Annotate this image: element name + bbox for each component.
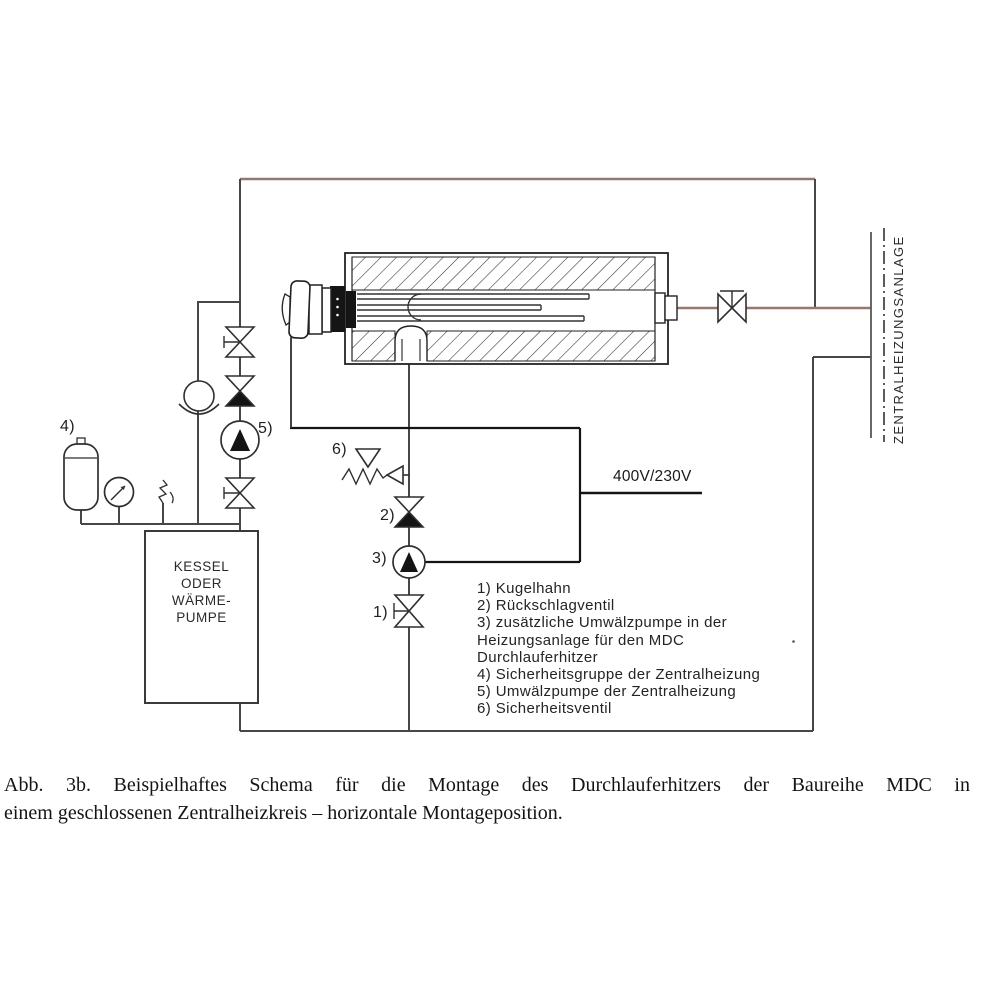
kessel-label-line: PUMPE (176, 610, 227, 625)
heater-wall-bottom-left (352, 331, 395, 361)
heater-assembly (282, 253, 677, 428)
element-gland-outer (330, 286, 345, 332)
safety-valve-icon (342, 449, 409, 484)
callout-2: 2) (380, 507, 395, 524)
ball-valve-left-upper-icon (224, 327, 254, 357)
legend-line: 3) zusätzliche Umwälzpumpe in der (477, 614, 727, 632)
central-heating-system-label: ZENTRALHEIZUNGSANLAGE (891, 235, 906, 444)
head-cap (289, 281, 310, 339)
legend-line: 6) Sicherheitsventil (477, 700, 612, 718)
callout-6: 6) (332, 441, 347, 458)
callout-1: 1) (373, 604, 388, 621)
safety-group-components (64, 327, 259, 510)
electrical-head (282, 281, 331, 339)
heater-drain-dome (395, 326, 427, 361)
kessel-label-line: KESSEL (173, 559, 230, 574)
legend-line: 4) Sicherheitsgruppe der Zentralheizung (477, 666, 761, 684)
legend-line: 2) Rückschlagventil (477, 597, 615, 615)
ink-speck (792, 640, 795, 643)
callout-4: 4) (60, 418, 75, 435)
legend-line: Heizungsanlage für den MDC (477, 631, 685, 649)
kessel-label (145, 558, 258, 626)
legend-line: Durchlauferhitzer (477, 648, 599, 666)
kessel-label-line: ODER (180, 576, 222, 591)
legend-block (477, 580, 760, 718)
ball-valve-left-lower-icon (224, 478, 254, 508)
pressure-gauge-icon (105, 478, 134, 507)
check-valve-2-icon (395, 497, 423, 527)
drain-vent-icon (159, 480, 173, 503)
system-boundary (871, 228, 884, 442)
legend-line: 1) Kugelhahn (477, 580, 572, 597)
pump-3-icon (393, 546, 425, 578)
caption-line-2: einem geschlossenen Zentralheizkreis – horizontale Montageposition. (4, 801, 563, 824)
separator-icon (179, 381, 219, 414)
check-valve-left-icon (226, 376, 254, 406)
kessel-label-line: WÄRME- (171, 593, 232, 608)
element-gland-inner (346, 291, 356, 328)
pump-5-icon (221, 421, 259, 459)
heater-wall-bottom-right (427, 331, 655, 361)
figure-caption (4, 772, 970, 827)
callout-5: 5) (258, 420, 273, 437)
expansion-vessel-icon (64, 438, 98, 510)
ball-valve-1-icon (394, 595, 423, 627)
electrical-wiring (290, 338, 702, 562)
heater-wall-top (352, 257, 655, 290)
callout-3: 3) (372, 550, 387, 567)
outlet-valve-icon (718, 291, 746, 322)
supply-voltage-label: 400V/230V (613, 468, 692, 485)
legend-line: 5) Umwälzpumpe der Zentralheizung (477, 683, 737, 701)
outlet-fitting (655, 293, 677, 323)
caption-line-1: Abb. 3b. Beispielhaftes Schema für die Montage des Durchlauferhitzers der Baureihe MDC in (4, 774, 970, 796)
